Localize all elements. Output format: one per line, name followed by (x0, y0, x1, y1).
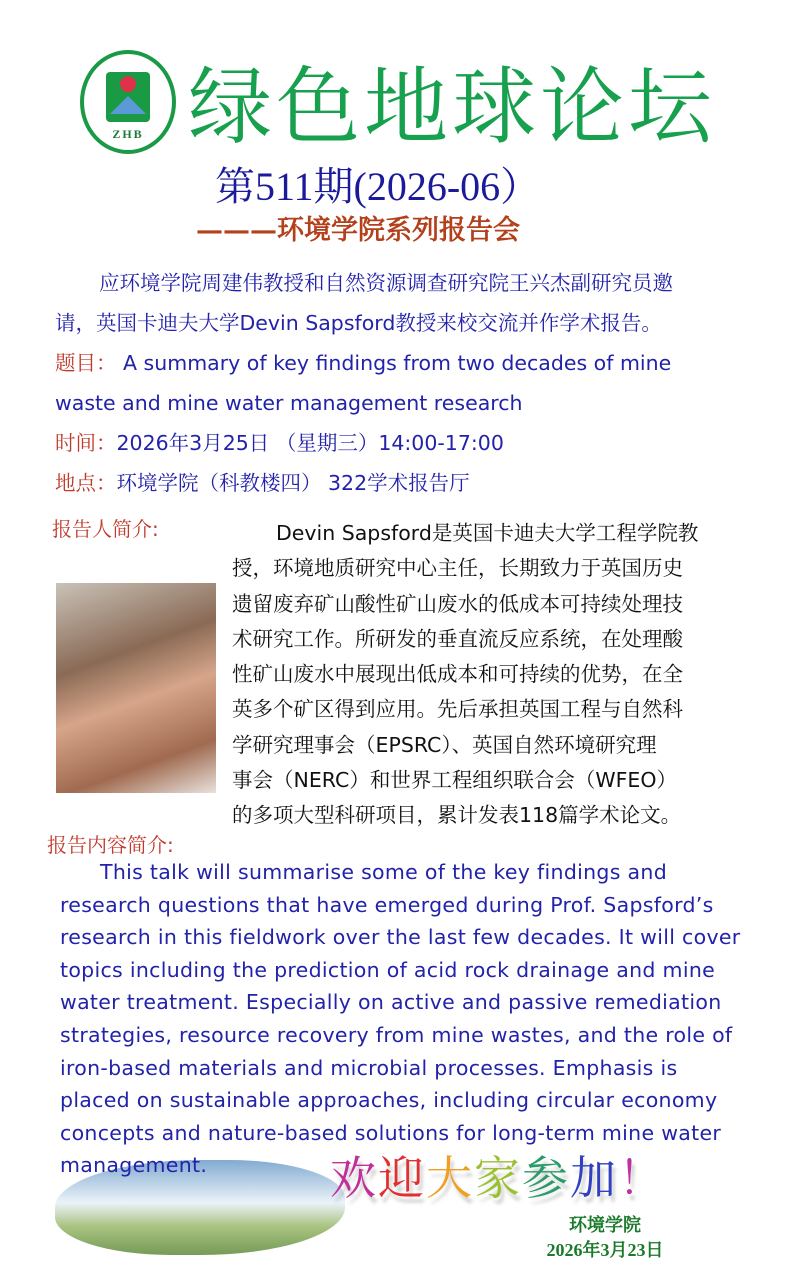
abstract-line: placed on sustainable approaches, including circular economy (60, 1088, 718, 1113)
poster-title: 绿色地球论坛 (188, 58, 717, 156)
welcome-banner (330, 1142, 666, 1208)
bio-line: 授，环境地质研究中心主任，长期致力于英国历史 (232, 556, 683, 581)
bio-line: 的多项大型科研项目，累计发表118篇学术论文。 (232, 803, 682, 828)
abstract-line: strategies, resource recovery from mine wastes, and the role of (60, 1022, 733, 1047)
zhb-logo (80, 50, 176, 154)
invitation-line: 应环境学院周建伟教授和自然资源调查研究院王兴杰副研究员邀 (99, 271, 673, 295)
intro-section (55, 263, 775, 503)
topic-text: A summary of key findings from two decades of mine (116, 351, 672, 375)
abstract-line: management. (60, 1153, 208, 1178)
issue-date: 2026年3月23日 (546, 1240, 664, 1260)
abstract-line: water treatment. Especially on active and passive remediation (60, 990, 722, 1015)
speaker-bio (232, 516, 752, 834)
time-value: 2026年3月25日 （星期三）14:00-17:00 (116, 431, 504, 455)
bio-line: Devin Sapsford是英国卡迪夫大学工程学院教 (276, 521, 699, 545)
speaker-photo (56, 583, 216, 793)
talk-abstract (60, 856, 750, 1182)
organizer: 环境学院 (569, 1215, 641, 1235)
invitation-line: 请，英国卡迪夫大学Devin Sapsford教授来校交流并作学术报告。 (55, 311, 662, 335)
bio-line: 英多个矿区得到应用。先后承担英国工程与自然科 (232, 697, 683, 722)
welcome-char: 加 (570, 1151, 618, 1205)
abstract-line: topics including the prediction of acid rock drainage and mine (60, 957, 716, 982)
bio-line: 术研究工作。所研发的垂直流反应系统，在处理酸 (232, 626, 683, 651)
abstract-line: research in this fieldwork over the last few decades. It will cover (60, 925, 741, 950)
abstract-line: research questions that have emerged during Prof. Sapsford’s (60, 892, 714, 917)
logo-text: ZHB (112, 127, 144, 141)
footer-signature (540, 1213, 670, 1263)
topic-label: 题目： (55, 351, 117, 375)
bio-line: 学研究理事会（EPSRC）、英国自然环境研究理 (232, 732, 657, 757)
welcome-char: 迎 (378, 1151, 426, 1205)
time-label: 时间： (55, 431, 117, 455)
content-label: 报告内容简介: (47, 833, 174, 857)
welcome-char: 家 (474, 1151, 522, 1205)
topic-text: waste and mine water management research (55, 391, 523, 415)
abstract-line: iron-based materials and microbial processes. Emphasis is (60, 1055, 678, 1080)
welcome-char: 欢 (330, 1151, 378, 1205)
abstract-line: concepts and nature-based solutions for long-term mine water (60, 1120, 722, 1145)
bio-line: 性矿山废水中展现出低成本和可持续的优势，在全 (232, 662, 683, 687)
welcome-char: ！ (618, 1151, 666, 1205)
abstract-line: This talk will summarise some of the key findings and (100, 860, 668, 884)
place-value: 环境学院（科教楼四） 322学术报告厅 (116, 471, 470, 495)
place-label: 地点： (55, 471, 117, 495)
bio-line: 事会（NERC）和世界工程组织联合会（WFEO） (232, 768, 677, 793)
welcome-char: 参 (522, 1151, 570, 1205)
bio-line: 遗留废弃矿山酸性矿山废水的低成本可持续处理技 (232, 591, 683, 616)
issue-number: 第511期(2026-06） (215, 164, 541, 209)
welcome-char: 大 (426, 1151, 474, 1205)
series-subtitle: ———环境学院系列报告会 (196, 215, 520, 246)
speaker-label: 报告人简介: (52, 517, 159, 541)
